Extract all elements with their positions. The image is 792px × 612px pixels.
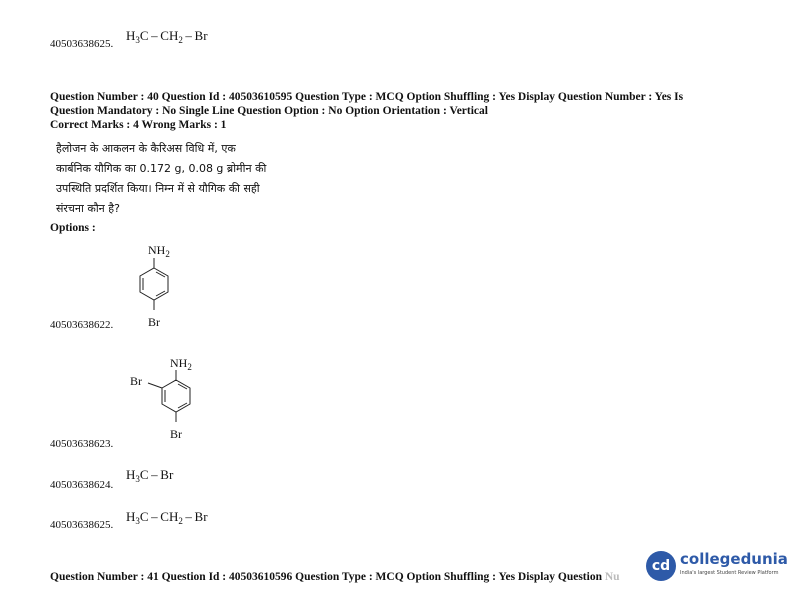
nh2-label: $NH_2$ [170, 356, 192, 372]
nh2-label: $NH_2$ [148, 243, 170, 259]
marks-line: Correct Marks : 4 Wrong Marks : 1 [50, 119, 227, 131]
logo-name: collegedunia [680, 550, 788, 568]
option-number: 40503638623. [50, 438, 114, 450]
br-label: Br [170, 427, 182, 441]
methyl-bromide-formula: $H_3C$ – Br [126, 467, 174, 484]
ethyl-bromide-formula: $H_3C - CH_2$ – Br [126, 509, 208, 526]
structure-4-bromoaniline [120, 238, 200, 332]
option-number: 40503638625. [50, 519, 114, 531]
next-question-header: Question Number : 41 Question Id : 40503610596 Question Type : MCQ Option Shuffling : Yes Display Question Nu [50, 571, 620, 583]
question-header [50, 90, 683, 132]
br-label: Br [130, 374, 142, 388]
graduate-avatar-icon: cd [646, 551, 676, 581]
question-text-line: उपस्थिति प्रदर्शित किया। निम्न में से यौगिक की सही [56, 182, 260, 195]
structure-2-4-dibromoaniline [126, 350, 216, 446]
option-number: 40503638622. [50, 319, 114, 331]
question-text-line: कार्बनिक यौगिक का 0.172 g, 0.08 g ब्रोमीन की [56, 162, 267, 175]
question-text [56, 139, 266, 219]
option-number: 40503638625. [50, 38, 114, 50]
options-label: Options : [50, 222, 96, 234]
question-meta-line1: Question Number : 40 Question Id : 40503610595 Question Type : MCQ Option Shuffling : Yes Display Question Number : Yes Is [50, 91, 684, 103]
br-label: Br [148, 315, 160, 329]
ethyl-bromide-formula: $H_3C - CH_2$ – Br [126, 28, 208, 45]
question-meta-line2: Question Mandatory : No Single Line Question Option : No Option Orientation : Vertical [50, 105, 488, 117]
option-number: 40503638624. [50, 479, 114, 491]
logo-tagline: India's largest Student Review Platform [680, 570, 779, 576]
question-text-line: हैलोजन के आकलन के कैरिअस विधि में, एक [56, 142, 236, 155]
question-text-line: संरचना कौन है? [56, 202, 120, 215]
collegedunia-watermark [646, 548, 788, 584]
